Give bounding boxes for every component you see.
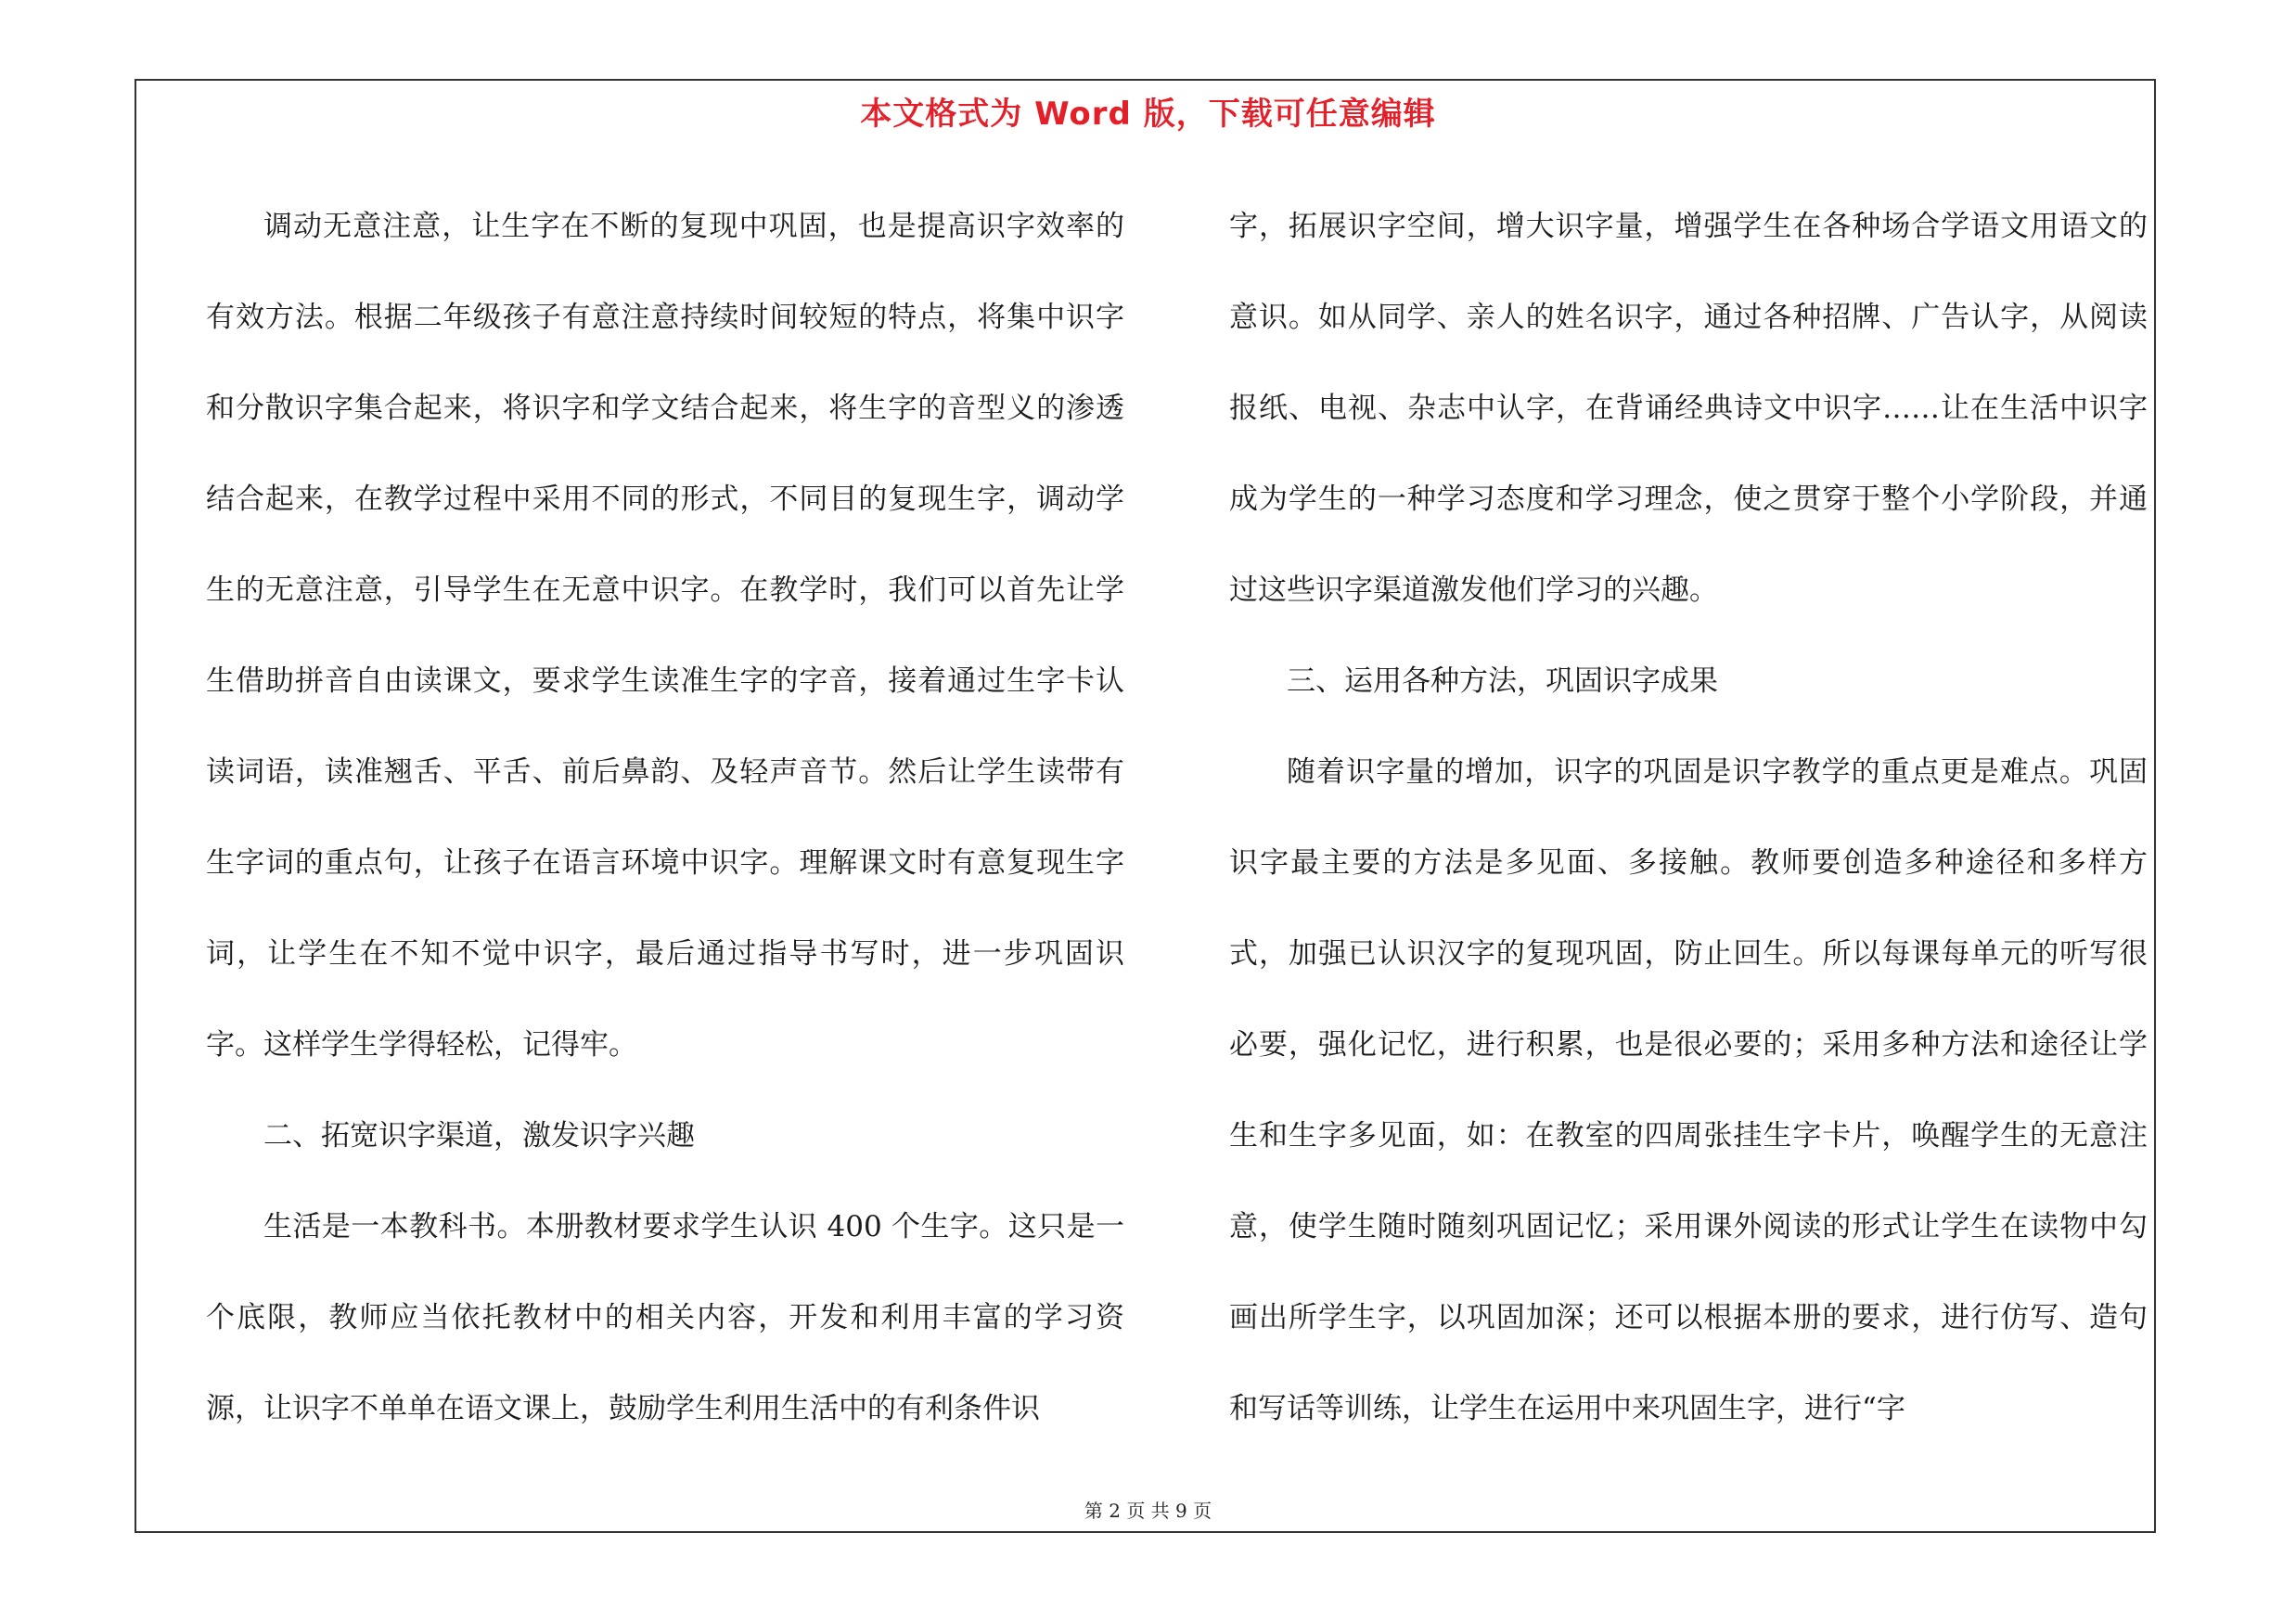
left-column (206, 181, 1124, 1454)
paragraph: 随着识字量的增加，识字的巩固是识字教学的重点更是难点。巩固识字最主要的方法是多见面、多接触。教师要创造多种途径和多样方式，加强已认识汉字的复现巩固，防止回生。所以每课每单元的听写很必要，强化记忆，进行积累，也是很必要的；采用多种方法和途径让学生和生字多见面，如：在教室的四周张挂生字卡片，唤醒学生的无意注意，使学生随时随刻巩固记忆；采用课外阅读的形式让学生在读物中勾画出所学生字，以巩固加深；还可以根据本册的要求，进行仿写、造句和写话等训练，让学生在运用中来巩固生字，进行“字 (1229, 755, 2148, 1425)
format-banner: 本文格式为 Word 版，下载可任意编辑 (860, 96, 1436, 133)
paragraph: 调动无意注意，让生字在不断的复现中巩固，也是提高识字效率的有效方法。根据二年级孩子有意注意持续时间较短的特点，将集中识字和分散识字集合起来，将识字和学文结合起来，将生字的音型义的渗透结合起来，在教学过程中采用不同的形式，不同目的复现生字，调动学生的无意注意，引导学生在无意中识字。在教学时，我们可以首先让学生借助拼音自由读课文，要求学生读准生字的字音，接着通过生字卡认读词语，读准翘舌、平舌、前后鼻韵、及轻声音节。然后让学生读带有生字词的重点句，让孩子在语言环境中识字。理解课文时有意复现生字词，让学生在不知不觉中识字，最后通过指导书写时，进一步巩固识字。这样学生学得轻松，记得牢。 (206, 210, 1124, 1062)
right-column (1229, 181, 2148, 1454)
page-number: 第 2 页 共 9 页 (1084, 1500, 1212, 1522)
paragraph-continued: 字，拓展识字空间，增大识字量，增强学生在各种场合学语文用语文的意识。如从同学、亲人的姓名识字，通过各种招牌、广告认字，从阅读报纸、电视、杂志中认字，在背诵经典诗文中识字……让在生活中识字成为学生的一种学习态度和学习理念，使之贯穿于整个小学阶段，并通过这些识字渠道激发他们学习的兴趣。 (1229, 210, 2148, 607)
paragraph: 生活是一本教科书。本册教材要求学生认识 400 个生字。这只是一个底限，教师应当依托教材中的相关内容，开发和利用丰富的学习资源，让识字不单单在语文课上，鼓励学生利用生活中的有利条件识 (206, 1210, 1124, 1425)
section-heading: 三、运用各种方法，巩固识字成果 (1287, 664, 1718, 698)
section-heading: 二、拓宽识字渠道，激发识字兴趣 (263, 1119, 695, 1153)
